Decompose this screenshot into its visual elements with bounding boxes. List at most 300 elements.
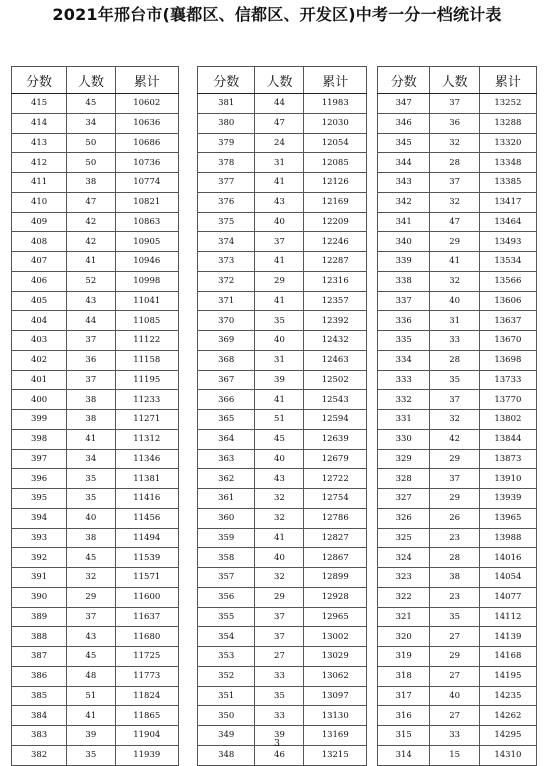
score-cell: 332 — [378, 390, 430, 410]
cumulative-cell: 13493 — [479, 232, 536, 252]
count-cell: 43 — [67, 291, 115, 311]
cumulative-cell: 13385 — [479, 173, 536, 193]
table-row — [12, 133, 179, 153]
cumulative-cell: 10821 — [115, 192, 178, 212]
cumulative-cell: 12965 — [304, 607, 367, 627]
cumulative-cell: 12679 — [304, 449, 367, 469]
count-cell: 33 — [255, 706, 304, 726]
cumulative-cell: 11312 — [115, 429, 178, 449]
header-score: 分数 — [12, 67, 67, 94]
cumulative-cell: 11494 — [115, 528, 178, 548]
cumulative-cell: 12502 — [304, 370, 367, 390]
score-cell: 406 — [12, 271, 67, 291]
table-row — [12, 666, 179, 686]
count-cell: 27 — [255, 647, 304, 667]
cumulative-cell: 14310 — [479, 745, 536, 765]
count-cell: 38 — [67, 528, 115, 548]
cumulative-cell: 13002 — [304, 627, 367, 647]
score-cell: 373 — [198, 252, 255, 272]
table-row — [12, 587, 179, 607]
table-row — [378, 647, 537, 667]
cumulative-cell: 11939 — [115, 745, 178, 765]
score-cell: 371 — [198, 291, 255, 311]
table-row — [12, 410, 179, 430]
cumulative-cell: 11195 — [115, 370, 178, 390]
page-title: 2021年邢台市(襄都区、信都区、开发区)中考一分一档统计表 — [52, 5, 502, 24]
table-row — [378, 192, 537, 212]
count-cell: 29 — [430, 449, 479, 469]
count-cell: 32 — [255, 508, 304, 528]
table-row — [12, 469, 179, 489]
count-cell: 31 — [255, 350, 304, 370]
header-score: 分数 — [198, 67, 255, 94]
score-cell: 358 — [198, 548, 255, 568]
table-row — [12, 350, 179, 370]
cumulative-cell: 12722 — [304, 469, 367, 489]
score-cell: 348 — [198, 745, 255, 765]
table-row — [198, 153, 367, 173]
table-row — [198, 449, 367, 469]
table-row — [198, 331, 367, 351]
score-cell: 342 — [378, 192, 430, 212]
score-cell: 403 — [12, 331, 67, 351]
table-row — [12, 568, 179, 588]
table-row — [12, 370, 179, 390]
cumulative-cell: 11456 — [115, 508, 178, 528]
cumulative-cell: 13464 — [479, 212, 536, 232]
cumulative-cell: 12246 — [304, 232, 367, 252]
table-row — [198, 489, 367, 509]
score-cell: 325 — [378, 528, 430, 548]
cumulative-cell: 11680 — [115, 627, 178, 647]
score-cell: 387 — [12, 647, 67, 667]
table-row — [198, 568, 367, 588]
score-cell: 364 — [198, 429, 255, 449]
header-cumulative: 累计 — [479, 67, 536, 94]
score-cell: 369 — [198, 331, 255, 351]
table-row — [378, 607, 537, 627]
score-cell: 357 — [198, 568, 255, 588]
table-row — [378, 587, 537, 607]
score-cell: 338 — [378, 271, 430, 291]
cumulative-cell: 11271 — [115, 410, 178, 430]
cumulative-cell: 12639 — [304, 429, 367, 449]
header-count: 人数 — [67, 67, 115, 94]
count-cell: 37 — [67, 607, 115, 627]
score-cell: 398 — [12, 429, 67, 449]
table-row — [12, 429, 179, 449]
score-cell: 340 — [378, 232, 430, 252]
score-cell: 322 — [378, 587, 430, 607]
table-row — [378, 311, 537, 331]
table-row — [12, 192, 179, 212]
count-cell: 23 — [430, 528, 479, 548]
score-cell: 399 — [12, 410, 67, 430]
count-cell: 27 — [430, 627, 479, 647]
table-row — [378, 528, 537, 548]
table-header-row — [378, 67, 537, 94]
table-row — [12, 627, 179, 647]
cumulative-cell: 11122 — [115, 331, 178, 351]
cumulative-cell: 13939 — [479, 489, 536, 509]
cumulative-cell: 13097 — [304, 686, 367, 706]
score-cell: 382 — [12, 745, 67, 765]
cumulative-cell: 14295 — [479, 726, 536, 746]
score-cell: 360 — [198, 508, 255, 528]
table-row — [198, 627, 367, 647]
score-table-2 — [197, 66, 367, 766]
score-table-1 — [11, 66, 179, 766]
cumulative-cell: 12867 — [304, 548, 367, 568]
table-row — [378, 706, 537, 726]
score-cell: 331 — [378, 410, 430, 430]
count-cell: 35 — [430, 607, 479, 627]
count-cell: 50 — [67, 133, 115, 153]
cumulative-cell: 12543 — [304, 390, 367, 410]
count-cell: 43 — [255, 469, 304, 489]
count-cell: 31 — [255, 153, 304, 173]
table-row — [198, 410, 367, 430]
count-cell: 35 — [67, 745, 115, 765]
score-cell: 411 — [12, 173, 67, 193]
count-cell: 43 — [67, 627, 115, 647]
count-cell: 44 — [67, 311, 115, 331]
count-cell: 32 — [255, 489, 304, 509]
cumulative-cell: 13844 — [479, 429, 536, 449]
table-row — [12, 311, 179, 331]
table-row — [198, 390, 367, 410]
score-cell: 368 — [198, 350, 255, 370]
cumulative-cell: 12899 — [304, 568, 367, 588]
cumulative-cell: 10905 — [115, 232, 178, 252]
count-cell: 46 — [255, 745, 304, 765]
table-row — [198, 94, 367, 114]
count-cell: 39 — [67, 726, 115, 746]
score-cell: 345 — [378, 133, 430, 153]
table-row — [12, 647, 179, 667]
score-cell: 335 — [378, 331, 430, 351]
table-row — [378, 429, 537, 449]
score-cell: 374 — [198, 232, 255, 252]
table-row — [378, 331, 537, 351]
table-row — [12, 548, 179, 568]
count-cell: 37 — [430, 469, 479, 489]
cumulative-cell: 11571 — [115, 568, 178, 588]
score-cell: 366 — [198, 390, 255, 410]
count-cell: 32 — [430, 410, 479, 430]
count-cell: 37 — [430, 173, 479, 193]
table-row — [198, 666, 367, 686]
score-cell: 381 — [198, 94, 255, 114]
count-cell: 28 — [430, 350, 479, 370]
score-cell: 404 — [12, 311, 67, 331]
count-cell: 45 — [67, 94, 115, 114]
cumulative-cell: 13802 — [479, 410, 536, 430]
count-cell: 41 — [255, 528, 304, 548]
score-cell: 370 — [198, 311, 255, 331]
cumulative-cell: 12432 — [304, 331, 367, 351]
cumulative-cell: 13288 — [479, 113, 536, 133]
cumulative-cell: 13637 — [479, 311, 536, 331]
table-row — [198, 192, 367, 212]
count-cell: 26 — [430, 508, 479, 528]
table-row — [378, 133, 537, 153]
score-cell: 390 — [12, 587, 67, 607]
score-cell: 388 — [12, 627, 67, 647]
cumulative-cell: 14112 — [479, 607, 536, 627]
table-row — [12, 291, 179, 311]
table-row — [198, 370, 367, 390]
cumulative-cell: 11600 — [115, 587, 178, 607]
cumulative-cell: 10602 — [115, 94, 178, 114]
cumulative-cell: 10774 — [115, 173, 178, 193]
header-cumulative: 累计 — [115, 67, 178, 94]
table-row — [378, 568, 537, 588]
count-cell: 32 — [430, 133, 479, 153]
table-row — [378, 627, 537, 647]
count-cell: 40 — [67, 508, 115, 528]
score-cell: 380 — [198, 113, 255, 133]
table-row — [12, 686, 179, 706]
count-cell: 33 — [430, 331, 479, 351]
cumulative-cell: 12054 — [304, 133, 367, 153]
count-cell: 35 — [255, 686, 304, 706]
cumulative-cell: 12085 — [304, 153, 367, 173]
score-cell: 354 — [198, 627, 255, 647]
count-cell: 28 — [430, 153, 479, 173]
score-cell: 415 — [12, 94, 67, 114]
table-row — [198, 232, 367, 252]
table-row — [12, 508, 179, 528]
cumulative-cell: 13417 — [479, 192, 536, 212]
count-cell: 48 — [67, 666, 115, 686]
table-row — [198, 686, 367, 706]
table-row — [198, 271, 367, 291]
table-row — [378, 449, 537, 469]
table-row — [378, 350, 537, 370]
score-cell: 408 — [12, 232, 67, 252]
cumulative-cell: 12786 — [304, 508, 367, 528]
count-cell: 27 — [430, 706, 479, 726]
table-row — [378, 666, 537, 686]
score-cell: 385 — [12, 686, 67, 706]
cumulative-cell: 14195 — [479, 666, 536, 686]
count-cell: 35 — [430, 370, 479, 390]
table-row — [378, 271, 537, 291]
count-cell: 29 — [430, 647, 479, 667]
score-cell: 393 — [12, 528, 67, 548]
count-cell: 34 — [67, 449, 115, 469]
table-row — [12, 252, 179, 272]
count-cell: 32 — [430, 271, 479, 291]
table-row — [198, 350, 367, 370]
cumulative-cell: 13215 — [304, 745, 367, 765]
count-cell: 43 — [255, 192, 304, 212]
count-cell: 41 — [255, 252, 304, 272]
header-cumulative: 累计 — [304, 67, 367, 94]
count-cell: 31 — [430, 311, 479, 331]
cumulative-cell: 10998 — [115, 271, 178, 291]
score-cell: 317 — [378, 686, 430, 706]
count-cell: 45 — [67, 647, 115, 667]
cumulative-cell: 13910 — [479, 469, 536, 489]
cumulative-cell: 11865 — [115, 706, 178, 726]
score-cell: 343 — [378, 173, 430, 193]
score-cell: 353 — [198, 647, 255, 667]
table-header-row — [198, 67, 367, 94]
count-cell: 40 — [430, 291, 479, 311]
table-row — [198, 469, 367, 489]
count-cell: 40 — [430, 686, 479, 706]
cumulative-cell: 13988 — [479, 528, 536, 548]
score-cell: 375 — [198, 212, 255, 232]
header-score: 分数 — [378, 67, 430, 94]
score-cell: 315 — [378, 726, 430, 746]
score-cell: 330 — [378, 429, 430, 449]
table-row — [378, 113, 537, 133]
table-row — [12, 271, 179, 291]
count-cell: 47 — [67, 192, 115, 212]
cumulative-cell: 10946 — [115, 252, 178, 272]
count-cell: 34 — [67, 113, 115, 133]
cumulative-cell: 11158 — [115, 350, 178, 370]
cumulative-cell: 14139 — [479, 627, 536, 647]
count-cell: 42 — [67, 232, 115, 252]
score-cell: 410 — [12, 192, 67, 212]
score-cell: 414 — [12, 113, 67, 133]
score-cell: 320 — [378, 627, 430, 647]
cumulative-cell: 11085 — [115, 311, 178, 331]
score-cell: 326 — [378, 508, 430, 528]
count-cell: 24 — [255, 133, 304, 153]
cumulative-cell: 13965 — [479, 508, 536, 528]
score-cell: 323 — [378, 568, 430, 588]
cumulative-cell: 13534 — [479, 252, 536, 272]
cumulative-cell: 13873 — [479, 449, 536, 469]
cumulative-cell: 12463 — [304, 350, 367, 370]
table-row — [378, 489, 537, 509]
score-cell: 401 — [12, 370, 67, 390]
score-cell: 359 — [198, 528, 255, 548]
table-row — [12, 173, 179, 193]
table-row — [12, 607, 179, 627]
score-cell: 413 — [12, 133, 67, 153]
cumulative-cell: 11416 — [115, 489, 178, 509]
count-cell: 40 — [255, 548, 304, 568]
count-cell: 44 — [255, 94, 304, 114]
score-cell: 319 — [378, 647, 430, 667]
score-cell: 327 — [378, 489, 430, 509]
table-row — [198, 508, 367, 528]
count-cell: 37 — [255, 607, 304, 627]
table-row — [12, 153, 179, 173]
count-cell: 37 — [430, 390, 479, 410]
count-cell: 35 — [67, 469, 115, 489]
cumulative-cell: 11381 — [115, 469, 178, 489]
cumulative-cell: 14054 — [479, 568, 536, 588]
table-row — [12, 706, 179, 726]
table-row — [198, 548, 367, 568]
table-row — [378, 252, 537, 272]
count-cell: 32 — [255, 568, 304, 588]
count-cell: 45 — [67, 548, 115, 568]
score-cell: 379 — [198, 133, 255, 153]
cumulative-cell: 14235 — [479, 686, 536, 706]
count-cell: 37 — [67, 370, 115, 390]
cumulative-cell: 12392 — [304, 311, 367, 331]
table-body — [198, 94, 367, 766]
count-cell: 15 — [430, 745, 479, 765]
cumulative-cell: 10686 — [115, 133, 178, 153]
cumulative-cell: 13733 — [479, 370, 536, 390]
count-cell: 51 — [67, 686, 115, 706]
cumulative-cell: 13169 — [304, 726, 367, 746]
count-cell: 33 — [255, 666, 304, 686]
score-cell: 407 — [12, 252, 67, 272]
score-cell: 321 — [378, 607, 430, 627]
cumulative-cell: 13130 — [304, 706, 367, 726]
table-row — [378, 153, 537, 173]
header-count: 人数 — [255, 67, 304, 94]
table-row — [12, 489, 179, 509]
cumulative-cell: 13062 — [304, 666, 367, 686]
table-row — [198, 706, 367, 726]
table-row — [198, 173, 367, 193]
count-cell: 40 — [255, 212, 304, 232]
table-row — [378, 291, 537, 311]
count-cell: 37 — [255, 232, 304, 252]
score-cell: 352 — [198, 666, 255, 686]
score-cell: 395 — [12, 489, 67, 509]
table-row — [378, 390, 537, 410]
count-cell: 35 — [255, 311, 304, 331]
table-row — [198, 647, 367, 667]
score-cell: 383 — [12, 726, 67, 746]
score-cell: 349 — [198, 726, 255, 746]
cumulative-cell: 14077 — [479, 587, 536, 607]
cumulative-cell: 13670 — [479, 331, 536, 351]
count-cell: 29 — [430, 232, 479, 252]
score-cell: 355 — [198, 607, 255, 627]
cumulative-cell: 11233 — [115, 390, 178, 410]
count-cell: 50 — [67, 153, 115, 173]
table-row — [12, 94, 179, 114]
cumulative-cell: 12827 — [304, 528, 367, 548]
score-cell: 347 — [378, 94, 430, 114]
score-cell: 339 — [378, 252, 430, 272]
count-cell: 41 — [255, 390, 304, 410]
count-cell: 23 — [430, 587, 479, 607]
cumulative-cell: 12287 — [304, 252, 367, 272]
table-row — [378, 94, 537, 114]
cumulative-cell: 14016 — [479, 548, 536, 568]
score-cell: 386 — [12, 666, 67, 686]
cumulative-cell: 11041 — [115, 291, 178, 311]
cumulative-cell: 11346 — [115, 449, 178, 469]
count-cell: 32 — [430, 192, 479, 212]
cumulative-cell: 11904 — [115, 726, 178, 746]
score-cell: 372 — [198, 271, 255, 291]
score-cell: 362 — [198, 469, 255, 489]
count-cell: 38 — [67, 390, 115, 410]
score-cell: 405 — [12, 291, 67, 311]
count-cell: 28 — [430, 548, 479, 568]
cumulative-cell: 13770 — [479, 390, 536, 410]
count-cell: 47 — [255, 113, 304, 133]
cumulative-cell: 12594 — [304, 410, 367, 430]
table-header-row — [12, 67, 179, 94]
cumulative-cell: 11824 — [115, 686, 178, 706]
